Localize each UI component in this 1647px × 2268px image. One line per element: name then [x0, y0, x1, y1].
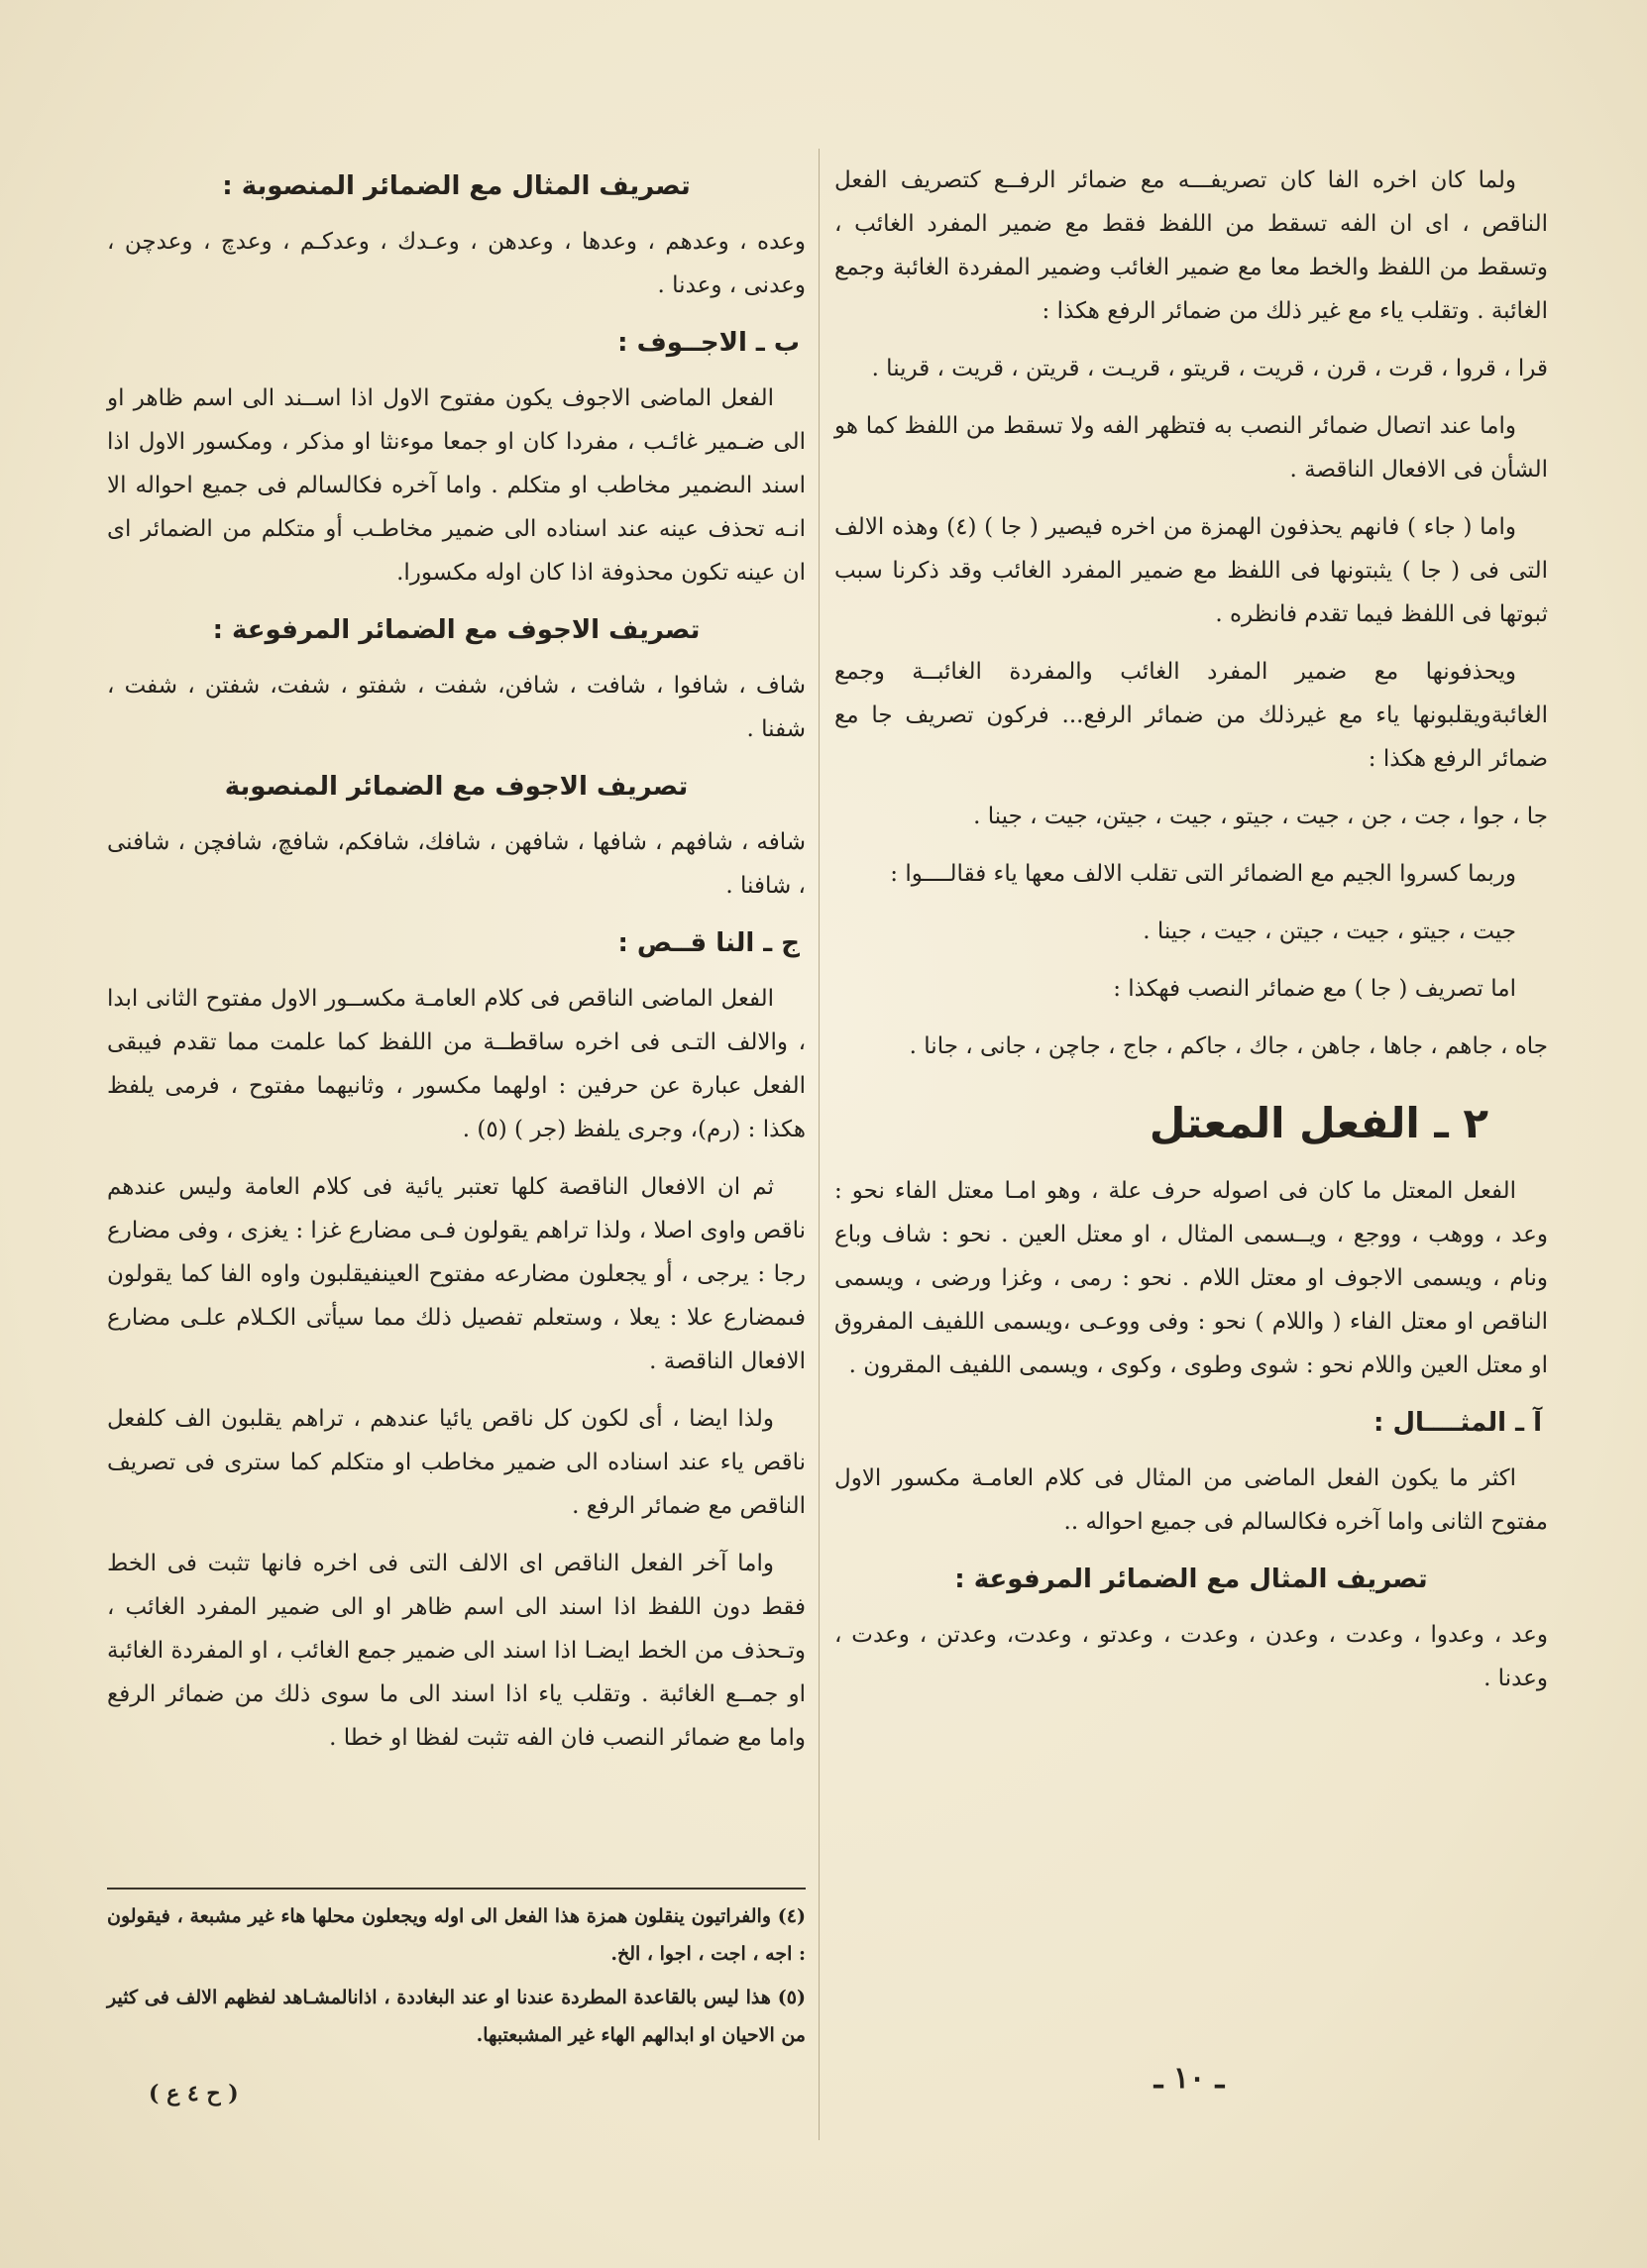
paragraph: ثم ان الافعال الناقصة كلها تعتبر يائية فى كلام العامة وليس عندهم ناقص واوى اصلا ، ولذا تراهم يقولون فـى مضارع غزا : يغزى ، وفى مضارع رجا : يرجى ، أو يجعلون مضارعه مفتوح العينفيقلبون واوه الفا كما يقولون فىمضارع علا : يعلا ، وستعلم تفصيل ذلك مما سيأتى الكـلام علـى مضارع الافعال الناقصة . [107, 1174, 806, 1374]
subsection-heading: تصريف المثال مع الضمائر المرفوعة : [954, 1565, 1428, 1594]
conjugation-line: وعده ، وعدهم ، وعدها ، وعدهن ، وعـدك ، وعدكـم ، وعدچ ، وعدچن ، وعدنى ، وعدنا . [107, 229, 806, 298]
subsection-heading: آ ـ المثــــال : [1373, 1408, 1542, 1438]
paragraph: ويحذفونها مع ضمير المفرد الغائب والمفردة الغائبــة وجمع الغائبةويقلبونها ياء مع غيرذلك من ضمائر الرفع... فركون تصريف جا مع ضمائر الرفع هكذا : [834, 659, 1548, 772]
paragraph: اما تصريف ( جا ) مع ضمائر النصب فهكذا : [1113, 976, 1516, 1002]
conjugation-line: شاف ، شافوا ، شافت ، شافن، شفت ، شفتو ، شفت، شفتن ، شفت ، شفنا . [107, 673, 806, 742]
paragraph: وربما كسروا الجيم مع الضمائر التى تقلب الالف معها ياء فقالــــوا : [890, 861, 1516, 887]
conjugation-line: جاه ، جاهم ، جاها ، جاهن ، جاك ، جاكم ، جاج ، جاچن ، جانى ، جانا . [909, 1033, 1548, 1059]
subsection-heading: ب ـ الاجــوف : [617, 328, 800, 358]
paragraph: واما ( جاء ) فانهم يحذفون الهمزة من اخره فيصير ( جا ) (٤) وهذه الالف التى فى ( جا ) يثبتونها فى اللفظ مع ضمير المفرد الغائب وقد ذكرنا سبب ثبوتها فى اللفظ فيما تقدم فانظره . [834, 514, 1548, 627]
footnotes [107, 1888, 806, 2060]
conjugation-line: وعد ، وعدوا ، وعدت ، وعدن ، وعدت ، وعدتو ، وعدت، وعدتن ، وعدت ، وعدنا . [834, 1622, 1548, 1691]
paragraph: الفعل الماضى الاجوف يكون مفتوح الاول اذا اســند الى اسم ظاهر او الى ضـمير غائـب ، مفردا كان او جمعا موءنثا او مذكر ، ومكسور الاول اذا اسند الىضمير مخاطب او متكلم . واما آخره فكالسالم فى جميع احواله الا انـه تحذف عينه عند اسناده الى ضمير مخاطـب أو متكلم من الضمائر اى ان عينه تكون محذوفة اذا كان اوله مكسورا. [107, 385, 806, 586]
paragraph: الفعل الماضى الناقص فى كلام العامـة مكســور الاول مفتوح الثانى ابدا ، والالف التـى فى اخره ساقطــة من اللفظ كما علمت مما تقدم فيبقى الفعل عبارة عن حرفين : اولهما مكسور ، وثانيهما مفتوح ، فرمى يلفظ هكذا : (رم)، وجرى يلفظ (جر ) (٥) . [107, 986, 806, 1142]
section-title: ٢ ـ الفعل المعتل [1149, 1099, 1488, 1147]
conjugation-line: جا ، جوا ، جت ، جن ، جيت ، جيتو ، جيت ، جيتن، جيت ، جينا . [973, 804, 1548, 829]
paragraph: واما آخر الفعل الناقص اى الالف التى فى اخره فانها تثبت فى الخط فقط دون اللفظ اذا اسند الى اسم ظاهر او الى ضمير المفرد الغائب ، وتـحذف من الخط ايضـا اذا اسند الى ضمير جمع الغائب ، او المفردة الغائبة او جمــع الغائبة . وتقلب ياء اذا اسند الى ما سوى ذلك من ضمائر الرفع واما مع ضمائر النصب فان الفه تثبت لفظا او خطا . [107, 1551, 806, 1751]
conjugation-line: جيت ، جيتو ، جيت ، جيتن ، جيت ، جينا . [1143, 918, 1516, 944]
paragraph: ولما كان اخره الفا كان تصريفـــه مع ضمائر الرفــع كتصريف الفعل الناقص ، اى ان الفه تسقط من اللفظ فقط مع ضمير المفرد الغائب ، وتسقط من اللفظ والخط معا مع ضمير الغائب وضمير المفردة الغائبة وجمع الغائبة . وتقلب ياء مع غير ذلك من ضمائر الرفع هكذا : [834, 167, 1548, 324]
footnote: (٥) هذا ليس بالقاعدة المطردة عندنا او عند البغاددة ، اذانالمشـاهد لفظهم الالف فى كثير من الاحيان او ابدالهم الهاء غير المشبعتبها. [107, 1987, 806, 2046]
right-column [834, 159, 1548, 1714]
paragraph: ولذا ايضا ، أى لكون كل ناقص يائيا عندهم ، تراهم يقلبون الف كلفعل ناقص ياء عند اسناده الى ضمير مخاطب او متكلم كما سترى فى تصريف الناقص مع ضمائر الرفع . [107, 1406, 806, 1519]
conjugation-line: قرا ، قروا ، قرت ، قرن ، قريت ، قريتو ، قريـت ، قريتن ، قريت ، قرينا . [871, 356, 1548, 381]
paragraph: اكثر ما يكون الفعل الماضى من المثال فى كلام العامـة مكسور الاول مفتوح الثانى واما آخره فكالسالم فى جميع احواله .. [834, 1465, 1548, 1535]
paragraph: الفعل المعتل ما كان فى اصوله حرف علة ، وهو امـا معتل الفاء نحو : وعد ، ووهب ، ووجع ، ويــسمى المثال ، او معتل العين . نحو : شاف وباع ونام ، ويسمى الاجوف او معتل اللام . نحو : رمى ، وغزا ورضى ، ويسمى الناقص او معتل الفاء ( واللام ) نحو : وفى ووعـى ،ويسمى اللفيف المفروق او معتل العين واللام نحو : شوى وطوى ، وكوى ، ويسمى اللفيف المقرون . [834, 1178, 1548, 1378]
subsection-heading: ج ـ النا قــص : [617, 928, 800, 958]
paragraph: واما عند اتصال ضمائر النصب به فتظهر الفه ولا تسقط من اللفظ كما هو الشأن فى الافعال الناقصة . [834, 413, 1548, 483]
print-signature: ( ح ٤ ع ) [149, 2081, 239, 2106]
subsection-heading: تصريف المثال مع الضمائر المنصوبة : [222, 171, 691, 201]
page-number: ـ ١٠ ـ [1153, 2061, 1225, 2096]
left-column [107, 159, 806, 1774]
column-divider [819, 149, 820, 2140]
subsection-heading: تصريف الاجوف مع الضمائر المرفوعة : [212, 615, 701, 645]
footnote: (٤) والفراتيون ينقلون همزة هذا الفعل الى اوله ويجعلون محلها هاء غير مشبعة ، فيقولون : اجه ، اجت ، اجوا ، الخ. [107, 1905, 806, 1965]
conjugation-line: شافه ، شافهم ، شافها ، شافهن ، شافك، شافكم، شافچ، شافچن ، شافنى ، شافنا . [107, 829, 806, 899]
subsection-heading: تصريف الاجوف مع الضمائر المنصوبة [224, 772, 689, 802]
